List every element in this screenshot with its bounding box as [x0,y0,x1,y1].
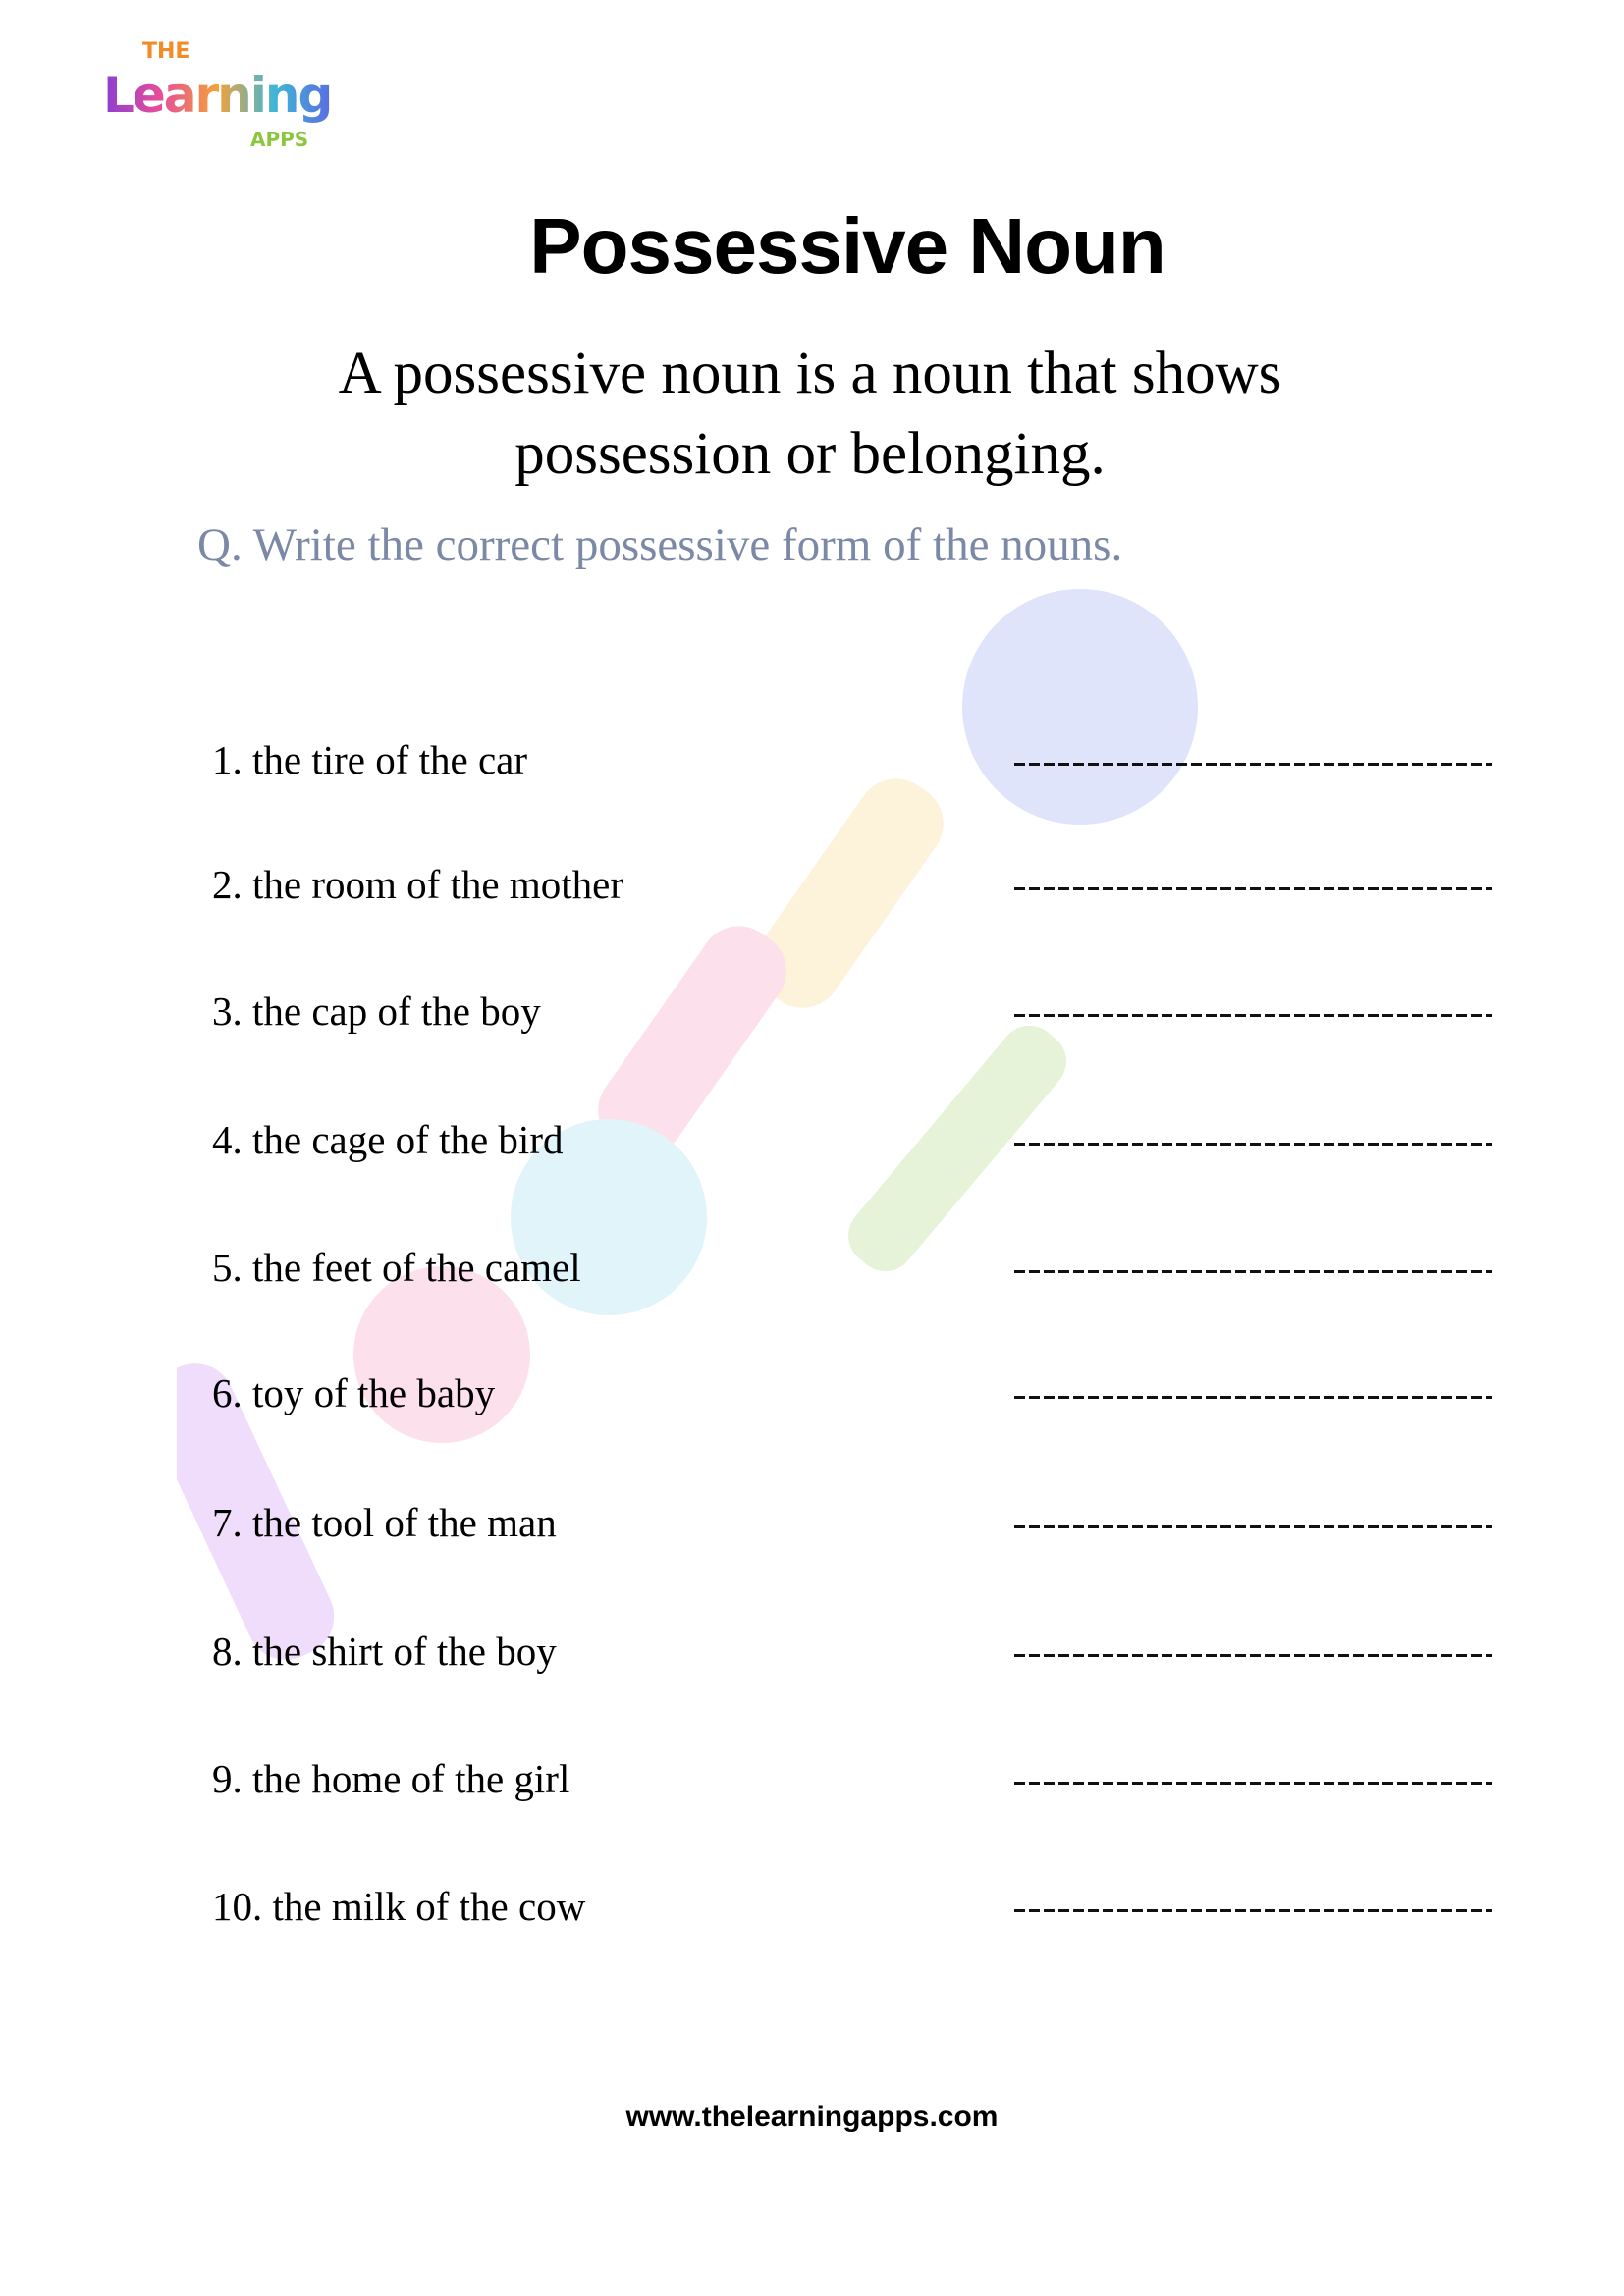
answer-line[interactable] [1014,1525,1492,1528]
answer-line[interactable] [1014,1782,1492,1785]
page-title: Possessive Noun [529,202,1165,290]
brand-logo [103,39,388,162]
definition [216,334,1404,495]
definition-line-2: possession or belonging. [514,421,1106,487]
definition-line-1: A possessive noun is a noun that shows [338,341,1282,406]
list-item: 6. toy of the baby [212,1370,496,1415]
answer-line[interactable] [1014,1014,1492,1017]
answer-line[interactable] [1014,1270,1492,1273]
list-item: 1. the tire of the car [212,737,528,782]
list-item: 5. the feet of the camel [212,1245,581,1290]
question-prompt: Q. Write the correct possessive form of the nouns. [197,519,1123,570]
watermark-shape [962,589,1198,825]
answer-line[interactable] [1014,1909,1492,1912]
answer-line[interactable] [1014,763,1492,766]
list-item: 3. the cap of the boy [212,988,541,1034]
list-item: 9. the home of the girl [212,1756,570,1801]
list-item: 2. the room of the mother [212,862,624,907]
watermark-shape [583,911,802,1171]
list-item: 8. the shirt of the boy [212,1629,557,1674]
answer-line[interactable] [1014,1654,1492,1657]
list-item: 4. the cage of the bird [212,1117,564,1162]
watermark-shape [740,764,959,1024]
answer-line[interactable] [1014,1143,1492,1146]
logo-the: THE [142,39,190,64]
logo-learning: Learning [103,67,332,124]
logo-apps: APPS [250,128,309,151]
answer-line[interactable] [1014,1396,1492,1399]
list-item: 7. the tool of the man [212,1500,557,1545]
list-item: 10. the milk of the cow [212,1884,586,1929]
footer-website: www.thelearningapps.com [625,2101,999,2133]
watermark-shape [837,1014,1078,1284]
answer-line[interactable] [1014,887,1492,890]
watermark-shape [353,1266,530,1443]
